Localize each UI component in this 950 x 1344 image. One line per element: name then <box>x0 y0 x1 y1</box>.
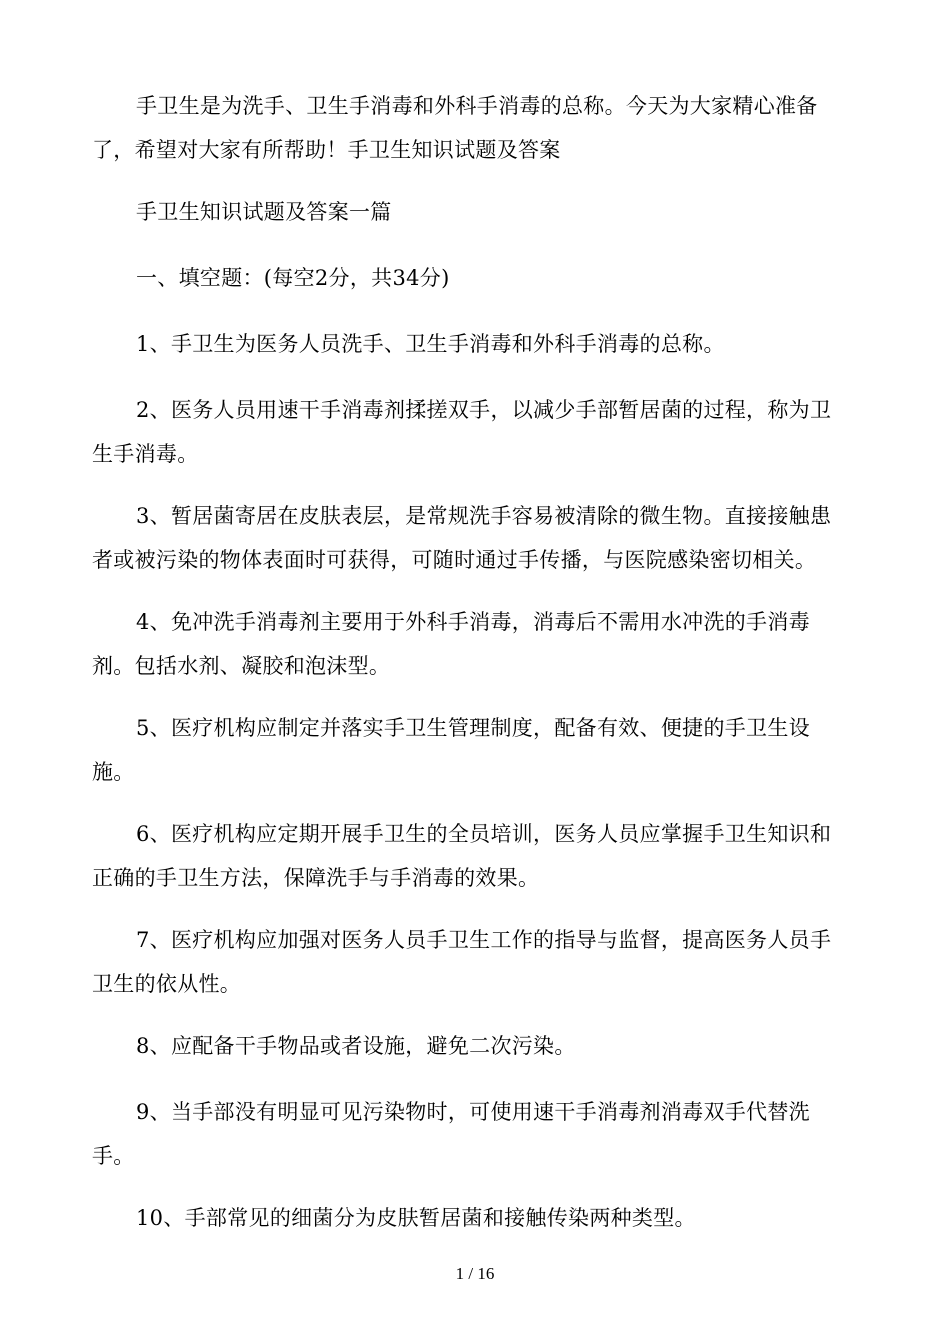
question-section-heading: 一、填空题：(每空2分，共34分) <box>136 266 450 290</box>
question-item: 10、手部常见的细菌分为皮肤暂居菌和接触传染两种类型。 <box>136 1206 696 1230</box>
question-item: 2、医务人员用速干手消毒剂揉搓双手，以减少手部暂居菌的过程，称为卫生手消毒。 <box>92 398 832 466</box>
question-item: 9、当手部没有明显可见污染物时，可使用速干手消毒剂消毒双手代替洗手。 <box>92 1100 810 1168</box>
intro-paragraph: 手卫生是为洗手、卫生手消毒和外科手消毒的总称。今天为大家精心准备了，希望对大家有所帮助！手卫生知识试题及答案 <box>92 94 818 162</box>
question-item: 4、免冲洗手消毒剂主要用于外科手消毒，消毒后不需用水冲洗的手消毒剂。包括水剂、凝胶和泡沫型。 <box>92 610 810 678</box>
section-title: 手卫生知识试题及答案一篇 <box>136 200 392 224</box>
question-item: 3、暂居菌寄居在皮肤表层，是常规洗手容易被清除的微生物。直接接触患者或被污染的物体表面时可获得，可随时通过手传播，与医院感染密切相关。 <box>92 504 832 572</box>
question-item: 1、手卫生为医务人员洗手、卫生手消毒和外科手消毒的总称。 <box>136 332 725 356</box>
question-item: 8、应配备干手物品或者设施，避免二次污染。 <box>136 1034 576 1058</box>
question-item: 6、医疗机构应定期开展手卫生的全员培训，医务人员应掌握手卫生知识和正确的手卫生方法，保障洗手与手消毒的效果。 <box>92 822 832 890</box>
question-item: 5、医疗机构应制定并落实手卫生管理制度，配备有效、便捷的手卫生设施。 <box>92 716 810 784</box>
page-number: 1 / 16 <box>455 1264 495 1283</box>
question-item: 7、医疗机构应加强对医务人员手卫生工作的指导与监督，提高医务人员手卫生的依从性。 <box>92 928 832 996</box>
document-body <box>92 84 852 1262</box>
